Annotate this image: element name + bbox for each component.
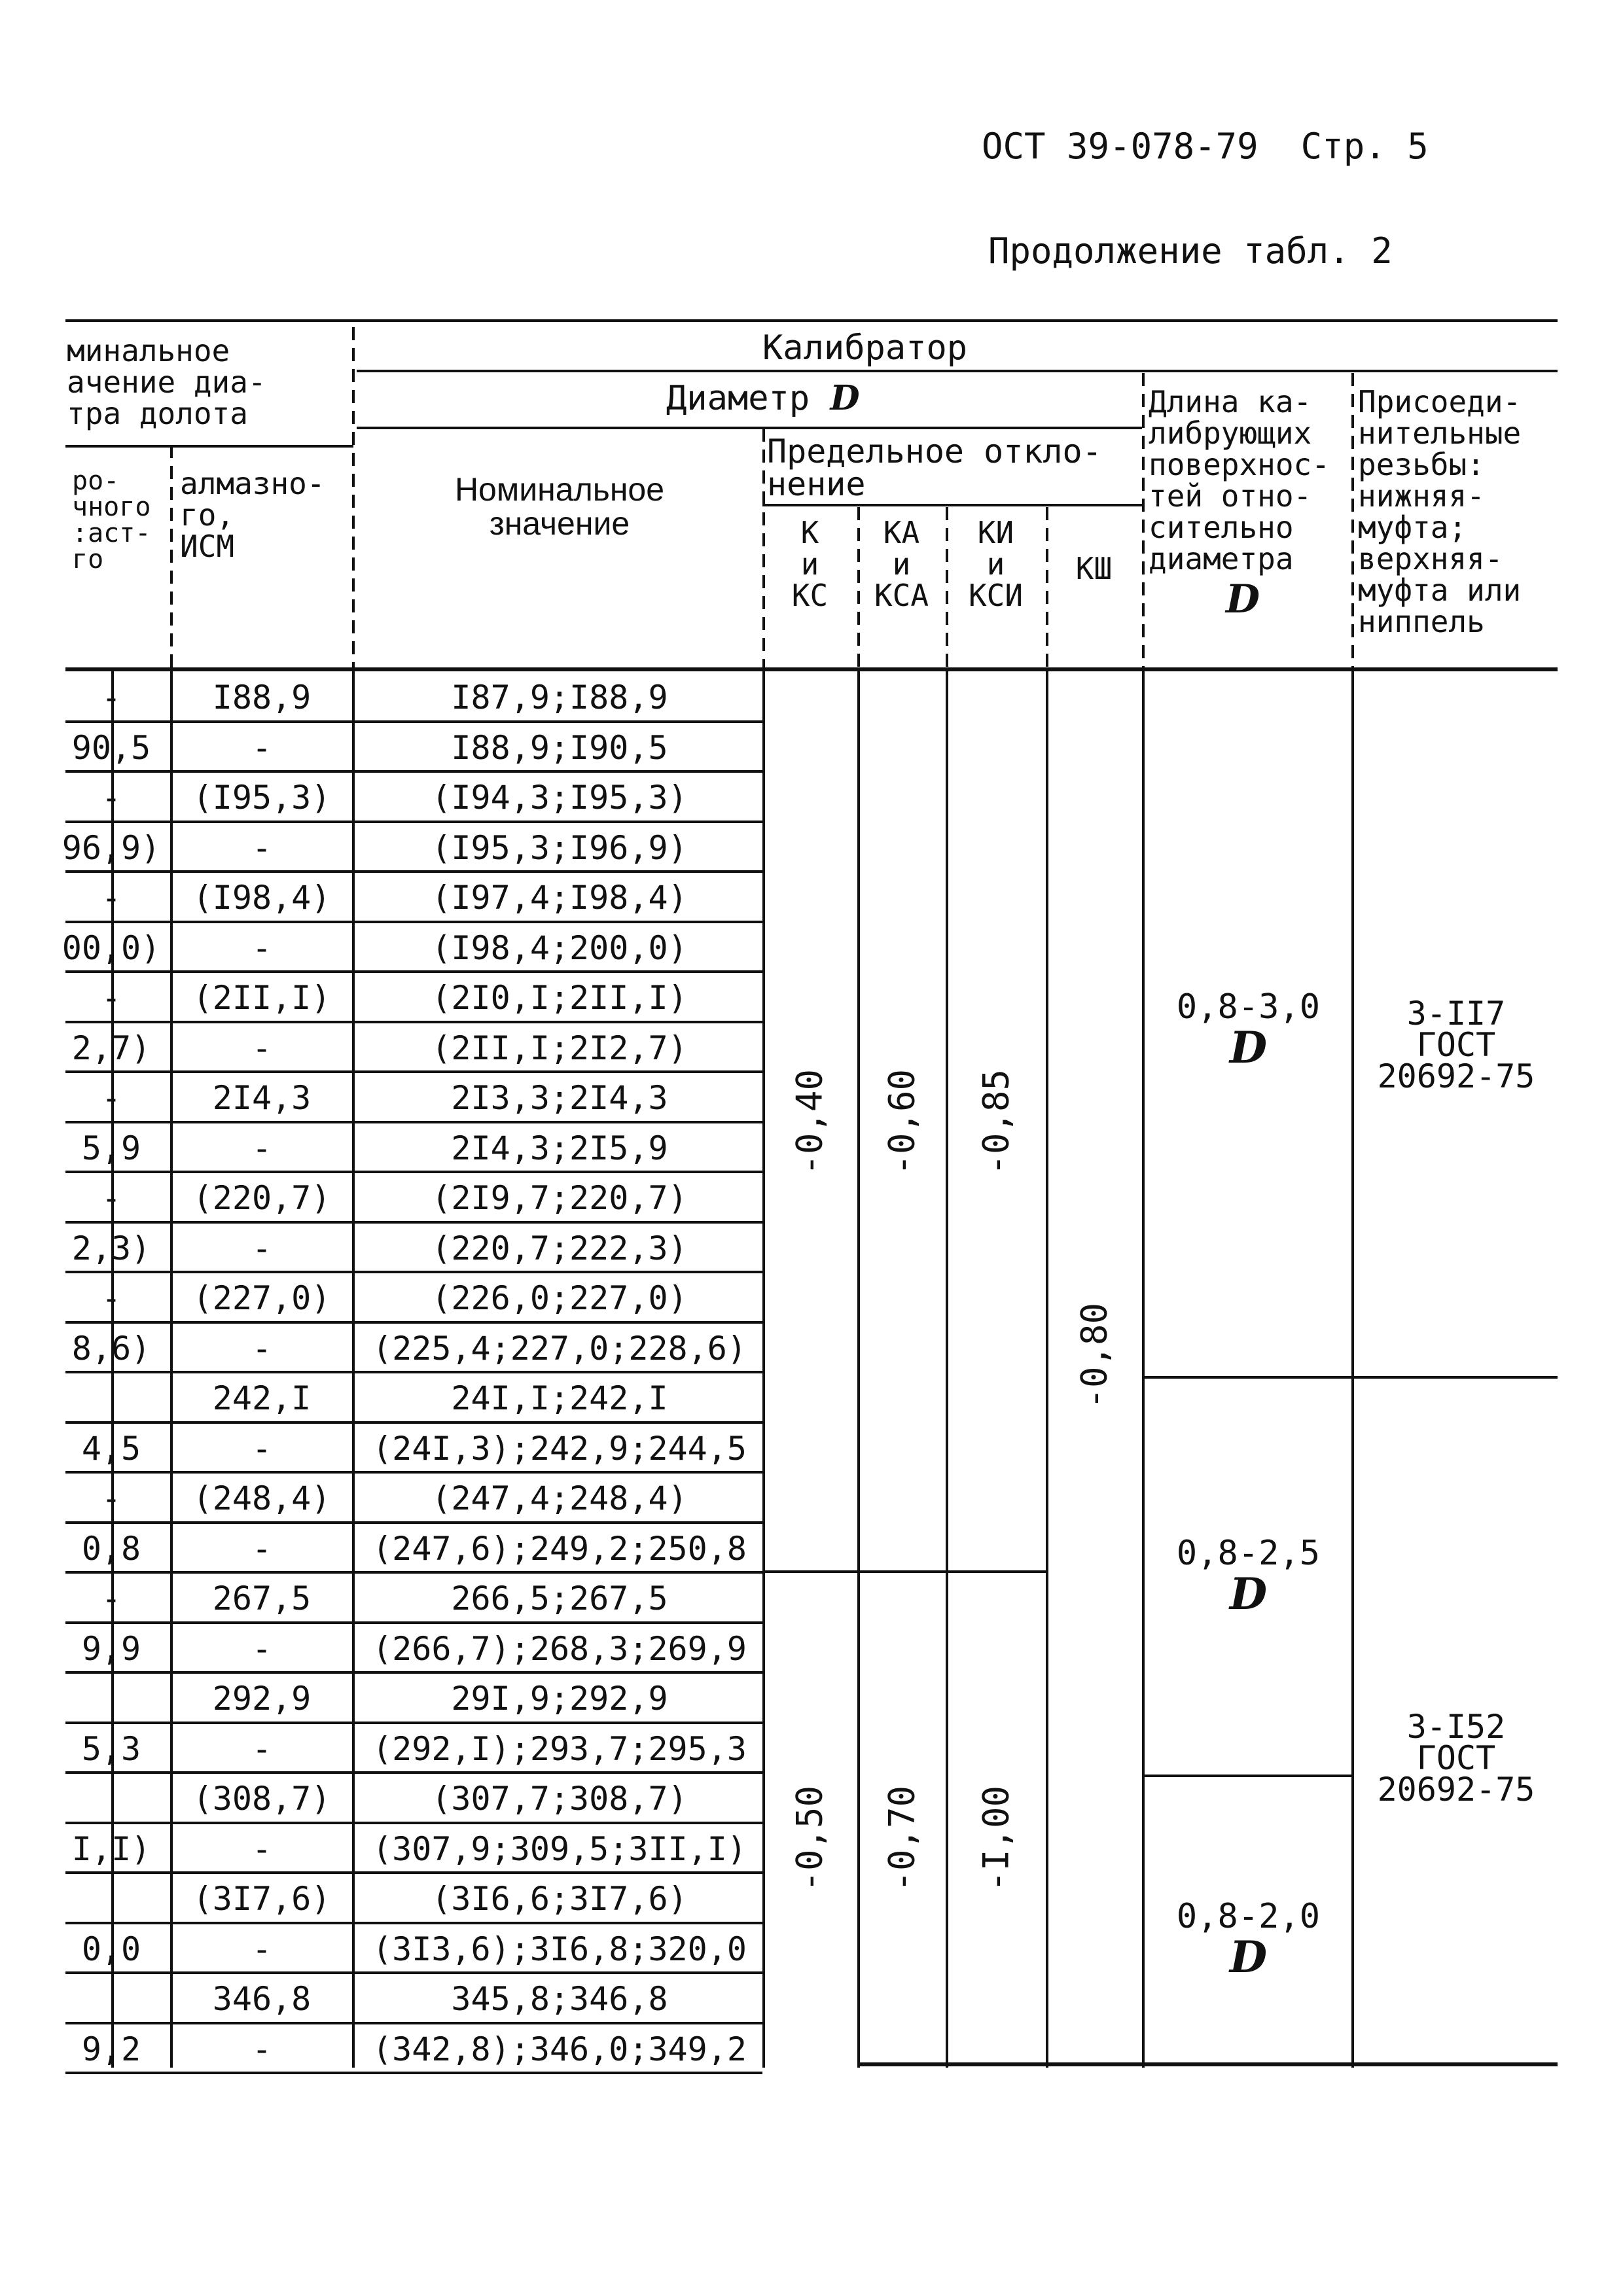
row-divider (65, 1922, 762, 1924)
diamond-bit-diameter-cell: (2II,I) (192, 979, 331, 1017)
threads-header-line: ниппель (1358, 604, 1485, 639)
thread-value-2 (1355, 1708, 1558, 1809)
ki-kci-header-line: КИ (977, 515, 1014, 550)
thread-value-1 (1355, 995, 1558, 1095)
nominal-value-cell: (226,0;227,0) (431, 1279, 688, 1317)
roller-bit-diameter-cell: 00,0) (62, 929, 161, 966)
threads-header-line: нительные (1358, 415, 1522, 451)
length-value-3 (1145, 1897, 1351, 1983)
roller-bit-diameter-cell: - (101, 1180, 122, 1216)
deviation-ka-kca-upper: -0,60 (881, 1069, 923, 1176)
diamond-bit-diameter-cell: - (251, 1829, 272, 1868)
nominal-header-line: Номинальное (454, 471, 665, 508)
roller-bit-diameter-cell: 2,7) (71, 1029, 151, 1067)
length-value-2 (1145, 1534, 1351, 1619)
nominal-value-cell: (307,7;308,7) (431, 1780, 688, 1818)
nominal-value-cell: (307,9;309,5;3II,I) (372, 1829, 747, 1868)
diamond-bit-diameter-cell: (248,4) (192, 1479, 331, 1517)
length-value-1 (1145, 987, 1351, 1073)
roller-bit-header-line: :аст- (72, 518, 151, 548)
thread-gost-label: ГОСТ (1416, 1026, 1496, 1064)
thread-designation: З-II7 (1406, 995, 1506, 1033)
roller-bit-diameter-cell: 8,6) (71, 1330, 151, 1367)
length-value: 0,8-2,5 (1176, 1534, 1321, 1573)
nominal-value-cell: (266,7);268,3;269,9 (372, 1629, 747, 1668)
diamond-bit-header (180, 468, 325, 562)
diamond-bit-diameter-cell: - (251, 1129, 272, 1167)
page-number: Стр. 5 (1300, 126, 1429, 167)
diamond-bit-diameter-cell: - (251, 928, 272, 967)
nominal-value-cell: 2I3,3;2I4,3 (451, 1079, 668, 1117)
nominal-value-cell: (247,4;248,4) (431, 1479, 688, 1517)
row-divider (65, 1571, 762, 1574)
roller-bit-diameter-cell: - (101, 1280, 122, 1316)
roller-bit-diameter-cell: - (101, 879, 122, 916)
nominal-value-cell: (247,6);249,2;250,8 (372, 1529, 747, 1568)
nominal-value-cell: I88,9;I90,5 (451, 728, 668, 767)
nominal-value-cell: 345,8;346,8 (451, 1980, 668, 2018)
length-header-line: поверхнос- (1149, 447, 1330, 482)
nominal-value-cell: (220,7;222,3) (431, 1229, 688, 1267)
nominal-value-cell: (I98,4;200,0) (431, 928, 688, 967)
diamond-bit-diameter-cell: 2I4,3 (212, 1079, 312, 1117)
k-kc-header (762, 517, 857, 611)
diamond-bit-diameter-cell: 292,9 (212, 1680, 312, 1718)
roller-bit-header-line: чного (72, 492, 151, 522)
nominal-value-header (357, 472, 762, 540)
bit-diameter-header-line: минальное (67, 333, 230, 368)
diamond-bit-diameter-cell: - (251, 828, 272, 867)
row-divider (65, 1121, 762, 1123)
threads-header-line: Присоеди- (1358, 384, 1522, 419)
roller-bit-header-line: го (72, 544, 104, 574)
roller-bit-diameter-cell: 90,5 (71, 729, 151, 766)
nominal-value-cell: 266,5;267,5 (451, 1580, 668, 1617)
roller-bit-diameter-cell: - (101, 1480, 122, 1517)
length-diameter-symbol: D (1229, 1568, 1268, 1619)
nominal-value-cell: (225,4;227,0;228,6) (372, 1329, 747, 1368)
length-header-line: сительно (1149, 510, 1294, 545)
roller-bit-header-line: ро- (72, 466, 120, 496)
diamond-bit-diameter-cell: (I98,4) (192, 879, 331, 917)
ka-kca-header-line: КА (883, 515, 920, 550)
diamond-bit-diameter-cell: (220,7) (192, 1179, 331, 1217)
thread-gost-number: 20692-75 (1377, 1771, 1535, 1809)
row-divider (65, 2022, 762, 2024)
row-divider (65, 1871, 762, 1874)
roller-bit-diameter-cell: 9,2 (81, 2030, 141, 2068)
table-continuation-caption: Продолжение табл. 2 (988, 230, 1393, 272)
ka-kca-header (857, 517, 946, 611)
length-header-line: диаметра (1149, 541, 1294, 576)
diamond-bit-header-line: го, (180, 497, 235, 533)
deviation-ki-kci-lower: -I,00 (975, 1785, 1017, 1892)
roller-bit-diameter-cell: 2,3) (71, 1229, 151, 1267)
diameter-header (666, 378, 860, 418)
roller-bit-diameter-cell: 5,3 (81, 1730, 141, 1767)
diamond-bit-diameter-cell: - (251, 1529, 272, 1568)
k-kc-header-line: КС (791, 578, 829, 613)
diamond-bit-diameter-cell: - (251, 1329, 272, 1368)
diameter-symbol: D (830, 378, 860, 418)
threads-header (1358, 386, 1521, 637)
ka-kca-header-line: и (892, 546, 911, 582)
row-divider (65, 2072, 762, 2074)
roller-bit-diameter-cell: 0,0 (81, 1930, 141, 1968)
nominal-value-cell: (2I9,7;220,7) (431, 1179, 688, 1217)
bit-diameter-header (67, 335, 266, 429)
diamond-bit-diameter-cell: (I95,3) (192, 779, 331, 817)
diamond-bit-diameter-cell: 267,5 (212, 1580, 312, 1617)
diamond-bit-diameter-cell: (3I7,6) (192, 1880, 331, 1918)
row-divider (65, 1271, 762, 1273)
deviation-header (767, 435, 1102, 501)
nominal-value-cell: I87,9;I88,9 (451, 679, 668, 716)
roller-bit-diameter-cell: I,I) (71, 1830, 151, 1867)
bit-diameter-header-line: ачение диа- (67, 364, 266, 400)
deviation-ka-kca-lower: -0,70 (881, 1785, 923, 1892)
row-divider (65, 970, 762, 973)
diamond-bit-diameter-cell: 242,I (212, 1379, 312, 1417)
length-diameter-symbol: D (1229, 1932, 1268, 1983)
deviation-header-line: Предельное откло- (767, 433, 1102, 470)
threads-header-line: верхняя- (1358, 541, 1503, 576)
bit-diameter-header-line: тра долота (67, 396, 248, 431)
diamond-bit-diameter-cell: - (251, 2030, 272, 2068)
diamond-bit-diameter-cell: - (251, 1229, 272, 1267)
length-value: 0,8-3,0 (1176, 987, 1321, 1027)
threads-header-line: нижняя- (1358, 478, 1485, 514)
roller-bit-diameter-cell: 9,9 (81, 1630, 141, 1667)
threads-header-line: муфта или (1358, 573, 1522, 608)
ksh-header: КШ (1075, 551, 1113, 586)
thread-gost-label: ГОСТ (1416, 1739, 1496, 1777)
row-divider (65, 1971, 762, 1974)
row-divider (65, 1321, 762, 1324)
roller-bit-header (72, 468, 151, 573)
diamond-bit-diameter-cell: - (251, 1729, 272, 1768)
row-divider (65, 1621, 762, 1624)
threads-header-line: резьбы: (1358, 447, 1485, 482)
diamond-bit-diameter-cell: - (251, 1629, 272, 1668)
row-divider (65, 921, 762, 923)
row-divider (65, 870, 762, 873)
row-divider (65, 1221, 762, 1224)
row-divider (65, 821, 762, 823)
diamond-bit-diameter-cell: (308,7) (192, 1780, 331, 1818)
ka-kca-header-line: КСА (874, 578, 929, 613)
diamond-bit-diameter-cell: 346,8 (212, 1980, 312, 2018)
deviation-ksh: -0,80 (1073, 1302, 1115, 1409)
ki-kci-header-line: и (986, 546, 1005, 582)
roller-bit-diameter-cell: - (101, 1580, 122, 1617)
diameter-label: Диаметр (666, 379, 810, 418)
ki-kci-header (946, 517, 1046, 611)
nominal-value-cell: (3I6,6;3I7,6) (431, 1880, 688, 1918)
nominal-value-cell: (24I,3);242,9;244,5 (372, 1429, 747, 1468)
nominal-value-cell: 2I4,3;2I5,9 (451, 1129, 668, 1167)
diamond-bit-diameter-cell: I88,9 (212, 679, 312, 716)
length-header-line: либрующих (1149, 415, 1312, 451)
roller-bit-diameter-cell: - (101, 980, 122, 1016)
row-divider (65, 1471, 762, 1474)
k-kc-header-line: К (800, 515, 819, 550)
row-divider (65, 1171, 762, 1173)
row-divider (65, 1371, 762, 1373)
row-divider (65, 1722, 762, 1724)
nominal-value-cell: 24I,I;242,I (451, 1379, 668, 1417)
length-header (1149, 384, 1330, 622)
nominal-value-cell: (3I3,6);3I6,8;320,0 (372, 1930, 747, 1968)
diamond-bit-diameter-cell: - (251, 728, 272, 767)
nominal-value-cell: (I97,4;I98,4) (431, 879, 688, 917)
deviation-header-line: нение (767, 465, 866, 503)
length-diameter-symbol: D (1229, 1022, 1268, 1073)
length-header-line: тей отно- (1149, 478, 1312, 514)
diamond-bit-header-line: алмазно- (180, 466, 325, 501)
thread-gost-number: 20692-75 (1377, 1057, 1535, 1095)
standard-number: ОСТ 39-078-79 (982, 126, 1258, 167)
diamond-bit-diameter-cell: - (251, 1029, 272, 1067)
row-divider (65, 1070, 762, 1073)
nominal-value-cell: (342,8);346,0;349,2 (372, 2030, 747, 2068)
diamond-bit-diameter-cell: - (251, 1429, 272, 1468)
roller-bit-diameter-cell: - (101, 779, 122, 816)
nominal-value-cell: (2II,I;2I2,7) (431, 1029, 688, 1067)
nominal-value-cell: (I95,3;I96,9) (431, 828, 688, 867)
nominal-value-cell: (I94,3;I95,3) (431, 779, 688, 817)
row-divider (65, 1521, 762, 1524)
nominal-value-cell: (2I0,I;2II,I) (431, 979, 688, 1017)
diamond-bit-diameter-cell: - (251, 1930, 272, 1968)
k-kc-header-line: и (800, 546, 819, 582)
row-divider (65, 1771, 762, 1774)
length-header-line: Длина ка- (1149, 384, 1312, 419)
page-header-standard (982, 126, 1429, 167)
length-header-symbol: D (1226, 576, 1260, 622)
deviation-ki-kci-upper: -0,85 (975, 1069, 1017, 1176)
row-divider (65, 1421, 762, 1424)
diamond-bit-diameter-cell: (227,0) (192, 1279, 331, 1317)
roller-bit-diameter-cell: 0,8 (81, 1530, 141, 1567)
roller-bit-diameter-cell: 4,5 (81, 1430, 141, 1467)
threads-header-line: муфта; (1358, 510, 1467, 545)
nominal-header-line: значение (489, 505, 630, 542)
row-divider (65, 720, 762, 723)
roller-bit-diameter-cell: 96,9) (62, 829, 161, 866)
nominal-value-cell: (292,I);293,7;295,3 (372, 1729, 747, 1768)
nominal-value-cell: 29I,9;292,9 (451, 1680, 668, 1718)
ki-kci-header-line: КСИ (968, 578, 1024, 613)
row-divider (65, 1822, 762, 1824)
row-divider (65, 1021, 762, 1023)
diamond-bit-header-line: ИСМ (180, 529, 235, 564)
roller-bit-diameter-cell: 5,9 (81, 1129, 141, 1167)
calibrator-header: Калибратор (762, 328, 968, 368)
thread-designation: З-I52 (1406, 1708, 1506, 1746)
deviation-k-kc-upper: -0,40 (789, 1069, 830, 1176)
row-divider (65, 770, 762, 773)
length-value: 0,8-2,0 (1176, 1897, 1321, 1936)
row-divider (65, 1671, 762, 1674)
roller-bit-diameter-cell: - (101, 679, 122, 716)
roller-bit-diameter-cell: - (101, 1080, 122, 1116)
deviation-k-kc-lower: -0,50 (789, 1785, 830, 1892)
